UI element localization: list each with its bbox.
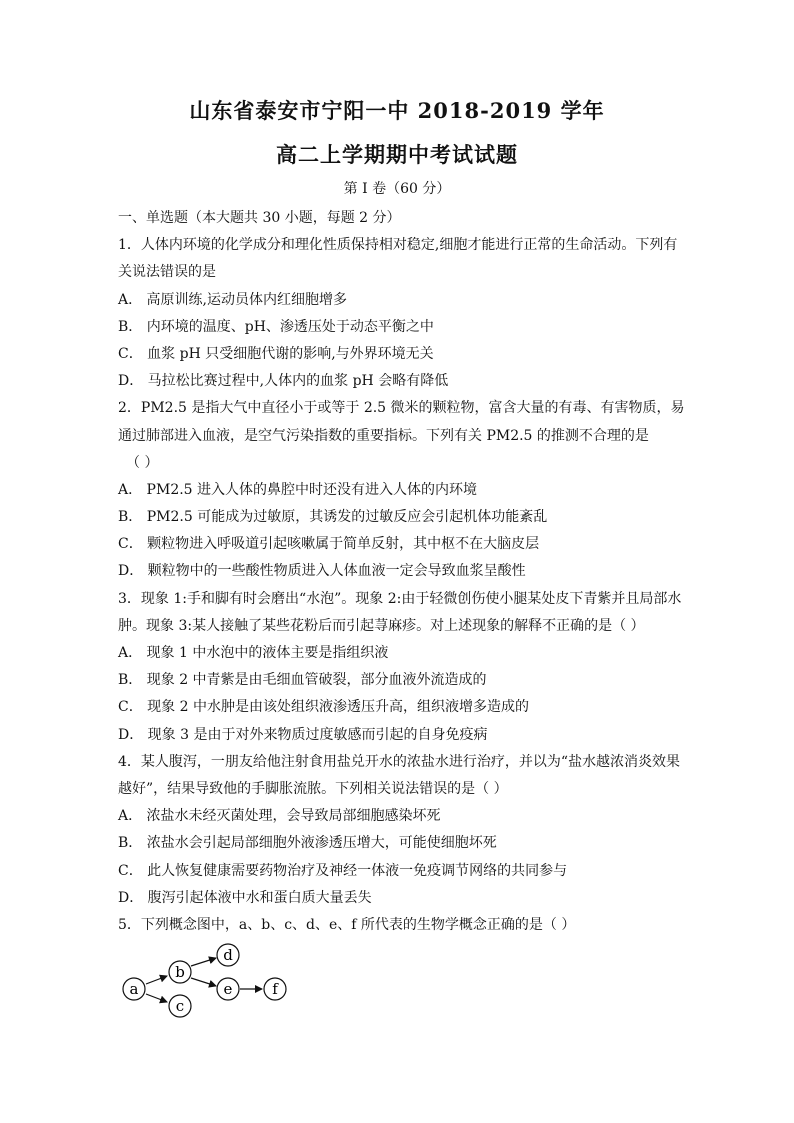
option-b: B． 内环境的温度、pH、渗透压处于动态平衡之中 xyxy=(118,318,434,335)
question-stem: 3．现象 1:手和脚有时会磨出“水泡”。现象 2:由于轻微创伤使小腿某处皮下青紫并且局部水 xyxy=(118,590,682,607)
question-4 xyxy=(118,749,681,912)
question-stem: 1．人体内环境的化学成分和理化性质保持相对稳定,细胞才能进行正常的生命活动。下列有 xyxy=(118,237,678,254)
answer-parentheses: （ ） xyxy=(126,454,159,471)
node-label-e: e xyxy=(223,980,233,998)
node-label-b: b xyxy=(175,963,185,981)
node-label-f: f xyxy=(272,980,278,998)
edge-a-c xyxy=(146,994,167,1002)
option-b: B． 现象 2 中青紫是由毛细血管破裂，部分血液外流造成的 xyxy=(118,672,487,689)
option-d: D． 马拉松比赛过程中,人体内的血浆 pH 会略有降低 xyxy=(118,373,449,390)
volume-label: 第 I 卷（60 分） xyxy=(343,181,451,197)
concept-diagram xyxy=(110,938,310,1028)
option-a: A． 高原训练,运动员体内红细胞增多 xyxy=(118,291,348,308)
option-a: A． 现象 1 中水泡中的液体主要是指组织液 xyxy=(118,645,389,661)
node-label-c: c xyxy=(175,997,185,1015)
question-1 xyxy=(118,232,678,395)
option-c: C． 此人恢复健康需要药物治疗及神经一体液一免疫调节网络的共同参与 xyxy=(118,862,568,879)
node-a xyxy=(123,978,145,1000)
question-stem: 5．下列概念图中，a、b、c、d、e、f 所代表的生物学概念正确的是（ ） xyxy=(118,916,576,933)
node-f xyxy=(264,978,286,1000)
question-stem: 越好”，结果导致他的手脚胀流脓。下列相关说法错误的是（ ） xyxy=(118,780,508,797)
option-d: D． 颗粒物中的一些酸性物质进入人体血液一定会导致血浆呈酸性 xyxy=(118,563,526,580)
page-title-line2: 高二上学期期中考试试题 xyxy=(276,142,518,167)
node-d xyxy=(217,944,239,966)
page-title-line1: 山东省泰安市宁阳一中 2018-2019 学年 xyxy=(189,98,605,123)
option-c: C． 颗粒物进入呼吸道引起咳嗽属于简单反射，其中枢不在大脑皮层 xyxy=(118,536,540,553)
option-d: D． 腹泻引起体液中水和蛋白质大量丢失 xyxy=(118,889,372,906)
question-stem: 关说法错误的是 xyxy=(118,264,216,281)
node-e xyxy=(217,978,239,1000)
option-d: D． 现象 3 是由于对外来物质过度敏感而引起的自身免疫病 xyxy=(118,726,488,743)
node-b xyxy=(169,961,191,983)
option-c: C． 血浆 pH 只受细胞代谢的影响,与外界环境无关 xyxy=(118,345,434,362)
edge-b-e xyxy=(191,978,216,986)
node-label-a: a xyxy=(129,980,139,998)
node-label-d: d xyxy=(223,946,233,964)
question-2 xyxy=(118,395,685,585)
question-5 xyxy=(118,912,678,939)
question-stem: 4．某人腹泻，一朋友给他注射食用盐兑开水的浓盐水进行治疗，并以为“盐水越浓消炎效果 xyxy=(118,753,681,770)
node-c xyxy=(169,995,191,1017)
question-stem: 肿。现象 3:某人接触了某些花粉后而引起荨麻疹。对上述现象的解释不正确的是（ ） xyxy=(118,617,645,634)
option-a: A． PM2.5 进入人体的鼻腔中时还没有进入人体的内环境 xyxy=(118,481,478,498)
section-heading: 一、单选题（本大题共 30 小题，每题 2 分） xyxy=(118,210,401,226)
option-b: B． PM2.5 可能成为过敏原，其诱发的过敏反应会引起机体功能紊乱 xyxy=(118,509,548,526)
edge-b-d xyxy=(191,958,216,966)
option-b: B． 浓盐水会引起局部细胞外液渗透压增大，可能使细胞坏死 xyxy=(118,835,497,852)
question-stem: 通过肺部进入血液，是空气污染指数的重要指标。下列有关 PM2.5 的推测不合理的是 xyxy=(118,427,649,444)
question-list xyxy=(118,205,685,939)
edge-a-b xyxy=(146,976,167,984)
option-c: C． 现象 2 中水肿是由该处组织液渗透压升高，组织液增多造成的 xyxy=(118,699,529,716)
question-stem: 2．PM2.5 是指大气中直径小于或等于 2.5 微米的颗粒物，富含大量的有毒、有害物质，易 xyxy=(118,400,685,417)
question-3 xyxy=(118,586,682,749)
option-a: A． 浓盐水未经灭菌处理，会导致局部细胞感染坏死 xyxy=(118,808,441,825)
